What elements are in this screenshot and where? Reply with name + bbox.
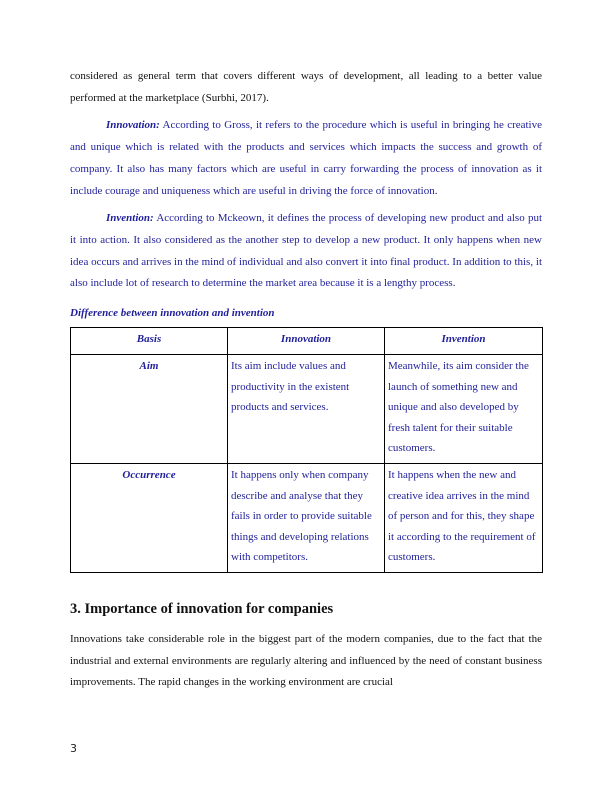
header-innovation: Innovation [228,328,385,355]
header-basis: Basis [71,328,228,355]
section-paragraph: Innovations take considerable role in the biggest part of the modern companies, due to the fact that the industrial and external environments are regularly altering and influenced by the need of constant business improvements. The rapid changes in the working environment are crucial [70,632,542,689]
cell-basis: Aim [71,355,228,464]
innovation-term: Innovation: [106,119,160,132]
innovation-text: According to Gross, it refers to the procedure which is useful in bringing he creative and unique which is related with the products and services which impacts the success and growth of company. It also has many factors which are useful in carry forwarding the process of innovation as it include courage and uniqueness which are useful in driving the force of innovation. [70,119,542,197]
cell-invention: It happens when the new and creative idea arrives in the mind of person and for this, they shape it according to the requirement of customers. [385,464,543,573]
table-title: Difference between innovation and invention [70,307,275,320]
cell-innovation: Its aim include values and productivity in the existent products and services. [228,355,385,464]
comparison-table [70,327,543,573]
intro-paragraph: considered as general term that covers different ways of development, all leading to a better value performed at the marketplace (Surbhi, 2017). [70,70,542,104]
invention-paragraph [70,208,542,295]
page-number: 3 [70,742,77,755]
table-row [71,355,543,464]
cell-invention: Meanwhile, its aim consider the launch of something new and unique and also developed by fresh talent for their suitable customers. [385,355,543,464]
cell-basis: Occurrence [71,464,228,573]
cell-innovation: It happens only when company describe and analyse that they fails in order to provide suitable things and developing relations with competitors. [228,464,385,573]
section-heading: 3. Importance of innovation for companies [70,600,334,617]
table-row [71,464,543,573]
innovation-paragraph [70,115,542,202]
invention-text: According to Mckeown, it defines the process of developing new product and also put it into action. It also considered as the another step to develop a new product. It only happens when new idea occurs and arrives in the mind of individual and also convert it into final product. In addition to this, it also include lot of research to determine the market area because it is a lengthy process. [70,212,542,290]
table-header-row [71,328,543,355]
page-content [70,66,542,694]
header-invention: Invention [385,328,543,355]
invention-term: Invention: [106,212,154,225]
